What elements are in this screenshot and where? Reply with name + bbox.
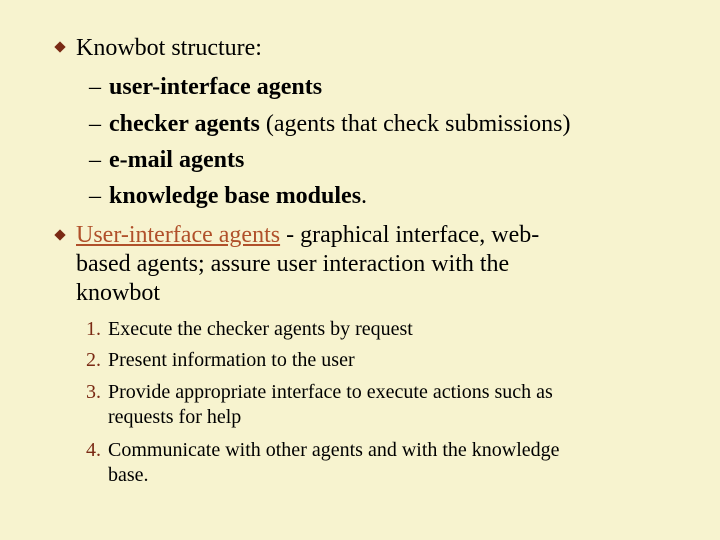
dash-marker: –: [89, 74, 101, 100]
bullet2-line1: - graphical interface, web-: [280, 222, 540, 248]
item-number: 3.: [86, 381, 101, 403]
term-highlight: User-interface agents: [76, 222, 281, 248]
sub-item-rest: (agents that check submissions): [259, 111, 571, 137]
item-text-cont: requests for help: [108, 406, 242, 428]
bullet2-line3: knowbot: [76, 280, 160, 306]
numbered-item: [86, 380, 686, 404]
item-number: 1.: [86, 318, 101, 340]
dash-marker: –: [89, 111, 101, 137]
diamond-bullet-icon: [54, 229, 65, 240]
numbered-item: [86, 348, 686, 372]
sub-item-bold: knowledge base modules: [109, 183, 362, 209]
item-number: 2.: [86, 349, 101, 371]
sub-item: [89, 109, 570, 139]
item-number: 4.: [86, 439, 101, 461]
item-text: Communicate with other agents and with the knowledge: [108, 439, 560, 461]
sub-item: [89, 72, 322, 102]
sub-item-bold: e-mail agents: [109, 147, 245, 173]
dash-marker: –: [89, 183, 101, 209]
bullet-user-interface-agents: [76, 221, 676, 308]
item-text-cont: base.: [108, 464, 149, 486]
diamond-bullet-icon: [54, 41, 65, 52]
item-text: Execute the checker agents by request: [108, 318, 413, 340]
numbered-item: [86, 317, 686, 341]
sub-item-bold: user-interface agents: [109, 74, 323, 100]
dash-marker: –: [89, 147, 101, 173]
item-text: Provide appropriate interface to execute actions such as: [108, 381, 553, 403]
bullet2-line2: based agents; assure user interaction with the: [76, 251, 510, 277]
sub-item-rest: .: [361, 183, 368, 209]
sub-item: [89, 181, 367, 211]
sub-item: [89, 145, 244, 175]
bullet-knowbot-structure: Knowbot structure:: [76, 35, 262, 61]
item-text: Present information to the user: [108, 349, 355, 371]
numbered-item: [86, 438, 686, 462]
sub-item-bold: checker agents: [109, 111, 260, 137]
